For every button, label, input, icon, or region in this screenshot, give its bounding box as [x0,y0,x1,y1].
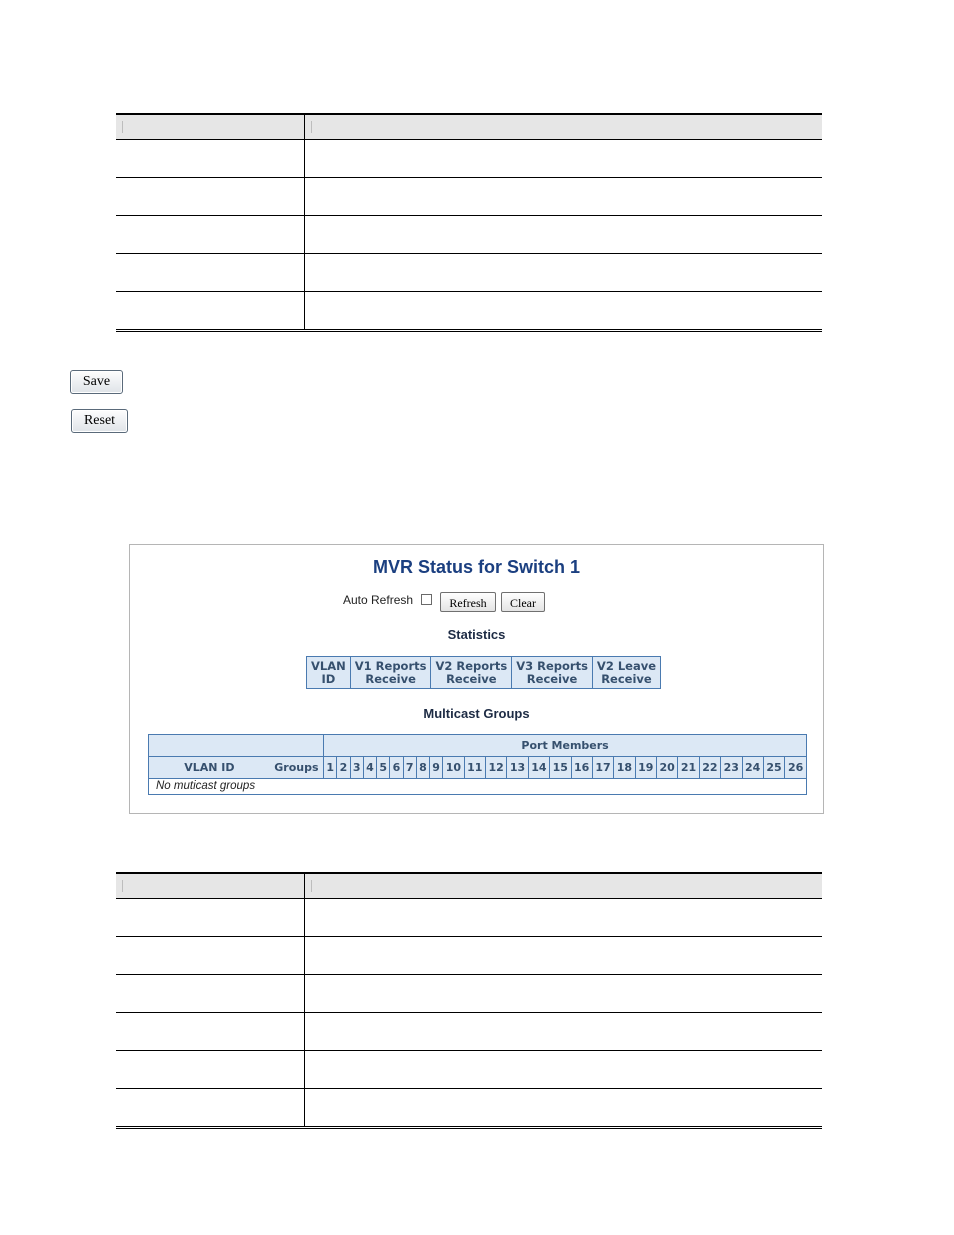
table-row [116,140,822,178]
port-header: 19 [635,757,656,779]
port-header: 17 [592,757,613,779]
table-row [116,292,822,329]
port-header: 7 [403,757,416,779]
port-header: 9 [430,757,443,779]
port-header: 13 [507,757,528,779]
auto-refresh-label: Auto Refresh [343,593,414,607]
table-row [116,216,822,254]
port-header: 24 [742,757,763,779]
port-header: 8 [416,757,429,779]
refresh-button[interactable]: Refresh [440,592,496,612]
port-header: 4 [363,757,376,779]
parameter-table-top [116,113,822,332]
table-row [116,937,822,975]
auto-refresh-checkbox[interactable] [421,594,432,605]
parameter-table-bottom [116,872,822,1129]
table-row [116,899,822,937]
port-header: 6 [390,757,403,779]
port-header: 18 [614,757,635,779]
multicast-groups-title: Multicast Groups [423,706,530,721]
stat-header-vlan-id: VLAN ID [307,657,351,689]
port-header: 1 [324,757,337,779]
table-header [116,115,822,140]
table-row [116,178,822,216]
mvr-status-panel [129,544,824,814]
port-header: 5 [377,757,390,779]
reset-button[interactable]: Reset [71,409,128,433]
stat-header-v2-leave: V2 Leave Receive [592,657,660,689]
port-header: 2 [337,757,350,779]
port-header: 15 [550,757,571,779]
port-header: 14 [528,757,549,779]
port-header: 11 [464,757,485,779]
port-header: 12 [486,757,507,779]
save-button[interactable]: Save [70,370,123,394]
groups-header: Groups [270,757,324,779]
port-header: 25 [763,757,784,779]
vlan-id-header: VLAN ID [149,757,270,779]
table-row [116,1013,822,1051]
port-header: 26 [785,757,807,779]
port-header: 20 [657,757,678,779]
port-header: 22 [699,757,720,779]
table-row [116,1089,822,1126]
table-header [116,874,822,899]
statistics-title: Statistics [447,627,506,642]
statistics-table [306,656,661,689]
port-header: 10 [443,757,464,779]
port-header: 23 [721,757,742,779]
port-members-header: Port Members [324,735,807,757]
stat-header-v1-reports: V1 Reports Receive [350,657,431,689]
port-header: 16 [571,757,592,779]
page-title: MVR Status for Switch 1 [372,557,581,577]
stat-header-v3-reports: V3 Reports Receive [512,657,593,689]
table-row [116,1051,822,1089]
table-row [116,975,822,1013]
stat-header-v2-reports: V2 Reports Receive [431,657,512,689]
clear-button[interactable]: Clear [501,592,545,612]
table-row [116,254,822,292]
port-header: 3 [350,757,363,779]
empty-message: No muticast groups [156,780,256,792]
port-header: 21 [678,757,699,779]
multicast-groups-table [148,734,807,795]
